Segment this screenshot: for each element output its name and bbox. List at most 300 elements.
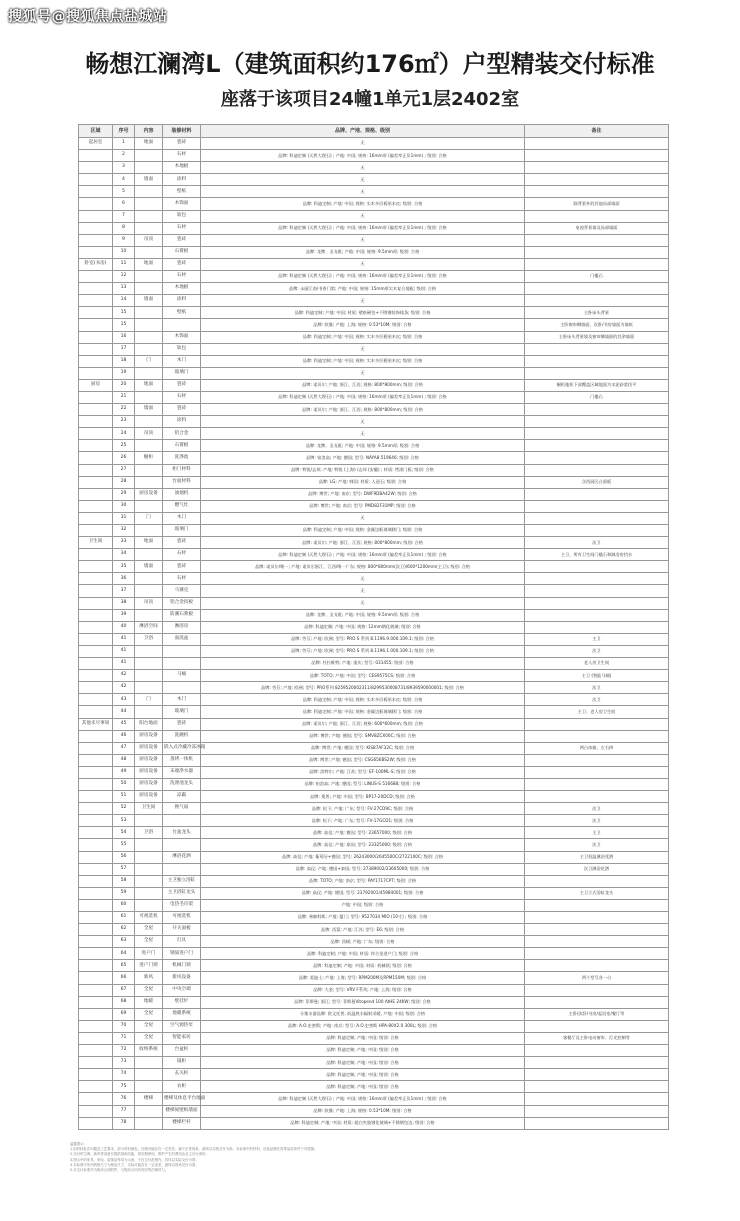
cell-number: 56 xyxy=(113,851,135,863)
cell-remark xyxy=(525,996,669,1008)
cell-remark xyxy=(525,766,669,778)
cell-number: 23 xyxy=(113,416,135,428)
table-row xyxy=(79,645,669,657)
cell-remark xyxy=(525,912,669,924)
cell-material: 嵌入式冷藏冷冻冰箱 xyxy=(163,742,201,754)
cell-content: 门 xyxy=(135,355,163,367)
cell-area xyxy=(79,948,113,960)
cell-remark: 除背景外的其他局部墙面 xyxy=(525,198,669,210)
table-row xyxy=(79,162,669,174)
cell-number: 17 xyxy=(113,343,135,355)
cell-area xyxy=(79,609,113,621)
cell-area xyxy=(79,198,113,210)
table-row xyxy=(79,766,669,778)
cell-area xyxy=(79,464,113,476)
cell-content: 地面 xyxy=(135,537,163,549)
cell-remark: 含西厨区台面板 xyxy=(525,476,669,488)
cell-content xyxy=(135,150,163,162)
cell-material: 涂料 xyxy=(163,174,201,186)
cell-remark xyxy=(525,936,669,948)
cell-area xyxy=(79,416,113,428)
cell-number: 20 xyxy=(113,379,135,391)
header-area: 区域 xyxy=(79,125,113,138)
cell-area xyxy=(79,283,113,295)
cell-content: 厨房设备 xyxy=(135,778,163,790)
cell-material: 衣柜 xyxy=(163,1081,201,1093)
cell-area xyxy=(79,331,113,343)
table-row xyxy=(79,791,669,803)
table-row xyxy=(79,899,669,911)
spec-table xyxy=(78,124,669,1130)
cell-remark xyxy=(525,791,669,803)
cell-spec: 品牌: 科迪定制 (天然大理石) ; 产地: 中国; 规格: 16mm厚 (偏差率正负1mm) ; 级别: 合格 xyxy=(201,1093,525,1105)
cell-content: 地面 xyxy=(135,379,163,391)
cell-content: 厨房设备 xyxy=(135,742,163,754)
cell-number: 55 xyxy=(113,839,135,851)
cell-number: 63 xyxy=(113,936,135,948)
cell-material: 木门 xyxy=(163,694,201,706)
cell-material: 地暖系统 xyxy=(163,1008,201,1020)
cell-content xyxy=(135,682,163,694)
header-remark: 备注 xyxy=(525,125,669,138)
cell-remark xyxy=(525,899,669,911)
cell-remark xyxy=(525,234,669,246)
cell-area xyxy=(79,150,113,162)
cell-remark: 主卧/次卧/书房/起居室/餐厅等 xyxy=(525,1008,669,1020)
cell-spec: 品牌: 大金; 型号: VRV F系列; 产地: 上海; 级别: 合格 xyxy=(201,984,525,996)
cell-spec: 品牌: 诺贝尔; 产地: 浙江、江西; 规格: 800*800mm; 级别: 合格 xyxy=(201,404,525,416)
cell-material: 玄关柜 xyxy=(163,1069,201,1081)
cell-area xyxy=(79,791,113,803)
table-row xyxy=(79,597,669,609)
cell-material: 石材 xyxy=(163,271,201,283)
cell-material: 涂料 xyxy=(163,295,201,307)
cell-spec: 品牌: 永丽江南/书香门第; 产地: 中国; 规格: 15mm厚实木复合地板; 级别: 合格 xyxy=(201,283,525,295)
cell-spec: 品牌: 高仪; 产地: 德国; 型号: 23657000; 级别: 合格 xyxy=(201,827,525,839)
cell-remark xyxy=(525,984,669,996)
cell-material: 石材 xyxy=(163,222,201,234)
cell-remark: 次卫 xyxy=(525,803,669,815)
cell-spec: 品牌: 科迪定制; 产地: 中国; 规格: 实木多层板贴木皮; 级别: 合格 xyxy=(201,198,525,210)
table-row xyxy=(79,1020,669,1032)
cell-material: 铝合金扣板 xyxy=(163,597,201,609)
cell-content: 地面 xyxy=(135,138,163,150)
cell-area xyxy=(79,428,113,440)
cell-area xyxy=(79,936,113,948)
cell-spec: 品牌: 科迪定制; 产地: 中国; 规格: 12mm钢化玻璃; 级别: 合格 xyxy=(201,621,525,633)
cell-number: 70 xyxy=(113,1020,135,1032)
footnote-line: 温馨提示: xyxy=(70,1142,85,1146)
table-row xyxy=(79,549,669,561)
cell-area xyxy=(79,573,113,585)
cell-spec: 品牌: A.O.史密斯; 产地: 南京; 型号: A.O.史密斯 HPA-80X2.0 300L; 级别: 合格 xyxy=(201,1020,525,1032)
cell-content: 阳台地面 xyxy=(135,718,163,730)
cell-spec: 无 xyxy=(201,174,525,186)
table-row xyxy=(79,234,669,246)
cell-number: 16 xyxy=(113,331,135,343)
cell-content xyxy=(135,367,163,379)
cell-area xyxy=(79,343,113,355)
cell-content xyxy=(135,706,163,718)
cell-area xyxy=(79,1117,113,1129)
cell-content xyxy=(135,271,163,283)
cell-area xyxy=(79,549,113,561)
cell-number: 52 xyxy=(113,803,135,815)
cell-material xyxy=(163,645,201,657)
cell-area xyxy=(79,863,113,875)
cell-material: 柜门材料 xyxy=(163,464,201,476)
cell-spec: 无 xyxy=(201,597,525,609)
cell-content: 卫浴 xyxy=(135,827,163,839)
cell-content: 全屋 xyxy=(135,924,163,936)
table-header-row xyxy=(79,125,669,138)
table-row xyxy=(79,1117,669,1129)
cell-content: 墙面 xyxy=(135,295,163,307)
cell-spec: 品牌: 龙牌、圣戈班; 产地: 中国; 规格: 9.5mm厚; 级别: 合格 xyxy=(201,609,525,621)
cell-remark: 次卫淋浴花洒 xyxy=(525,863,669,875)
table-row xyxy=(79,440,669,452)
cell-content xyxy=(135,343,163,355)
cell-remark: 电视背景墙及局部墙面 xyxy=(525,222,669,234)
cell-area xyxy=(79,162,113,174)
cell-remark: 主卧床头背景 xyxy=(525,307,669,319)
cell-remark xyxy=(525,1045,669,1057)
cell-material: 油烟机 xyxy=(163,488,201,500)
table-row xyxy=(79,1008,669,1020)
table-row xyxy=(79,138,669,150)
cell-material: 楼梯栏杆 xyxy=(163,1117,201,1129)
cell-material: 洗涤池龙头 xyxy=(163,778,201,790)
table-row xyxy=(79,452,669,464)
cell-spec: 无 xyxy=(201,138,525,150)
cell-area: 卧室(书房) xyxy=(79,258,113,270)
cell-spec: 品牌: 博世; 产地: 德国; 型号: SMV8ZCX00C; 级别: 合格 xyxy=(201,730,525,742)
cell-area xyxy=(79,1105,113,1117)
cell-material xyxy=(163,682,201,694)
table-row xyxy=(79,839,669,851)
cell-remark xyxy=(525,573,669,585)
table-row xyxy=(79,271,669,283)
cell-spec: 无 xyxy=(201,585,525,597)
table-row xyxy=(79,258,669,270)
cell-content: 厨房设备 xyxy=(135,791,163,803)
cell-content xyxy=(135,391,163,403)
cell-remark xyxy=(525,525,669,537)
cell-number: 9 xyxy=(113,234,135,246)
cell-remark xyxy=(525,585,669,597)
cell-number: 42 xyxy=(113,682,135,694)
cell-spec: 无 xyxy=(201,573,525,585)
cell-spec: 品牌: 科迪定制; 产地: 中国; 级别: 合格 xyxy=(201,1045,525,1057)
cell-number: 33 xyxy=(113,537,135,549)
table-row xyxy=(79,174,669,186)
table-row xyxy=(79,295,669,307)
cell-material: 玻璃门 xyxy=(163,525,201,537)
cell-area xyxy=(79,1045,113,1057)
cell-content xyxy=(135,525,163,537)
cell-area xyxy=(79,778,113,790)
table-row xyxy=(79,464,669,476)
cell-content: 墙面 xyxy=(135,404,163,416)
cell-content xyxy=(135,839,163,851)
cell-spec: 品牌: 松下; 产地: 广东; 型号: FV-17GCD1; 级别: 合格 xyxy=(201,815,525,827)
table-row xyxy=(79,863,669,875)
cell-material: 电热毛巾架 xyxy=(163,899,201,911)
table-row xyxy=(79,150,669,162)
cell-content xyxy=(135,440,163,452)
cell-area xyxy=(79,271,113,283)
cell-number: 22 xyxy=(113,404,135,416)
cell-content: 厨房设备 xyxy=(135,730,163,742)
cell-number: 48 xyxy=(113,754,135,766)
cell-area xyxy=(79,1093,113,1105)
table-row xyxy=(79,1032,669,1044)
cell-number: 45 xyxy=(113,718,135,730)
cell-number: 42 xyxy=(113,670,135,682)
table-row xyxy=(79,488,669,500)
cell-spec: 品牌: 科迪定制 (天然大理石) ; 产地: 中国; 规格: 16mm厚 (偏差率正负1mm) ; 级别: 合格 xyxy=(201,271,525,283)
cell-material: 壁挂炉 xyxy=(163,996,201,1008)
cell-content: 门 xyxy=(135,694,163,706)
cell-content xyxy=(135,658,163,670)
cell-area xyxy=(79,851,113,863)
cell-content: 楼梯 xyxy=(135,1093,163,1105)
cell-number: 7 xyxy=(113,210,135,222)
cell-number: 44 xyxy=(113,706,135,718)
cell-area xyxy=(79,512,113,524)
cell-remark xyxy=(525,174,669,186)
cell-content: 卫浴 xyxy=(135,633,163,645)
cell-number: 50 xyxy=(113,778,135,790)
table-row xyxy=(79,476,669,488)
cell-number: 41 xyxy=(113,645,135,657)
cell-number: 32 xyxy=(113,525,135,537)
cell-area xyxy=(79,887,113,899)
cell-spec: 无 xyxy=(201,210,525,222)
cell-area xyxy=(79,815,113,827)
cell-area xyxy=(79,1032,113,1044)
cell-remark: 主卫 (智能马桶) xyxy=(525,670,669,682)
cell-area xyxy=(79,670,113,682)
table-row xyxy=(79,283,669,295)
table-row xyxy=(79,379,669,391)
cell-remark: 次卫 xyxy=(525,682,669,694)
cell-number: 8 xyxy=(113,222,135,234)
cell-number: 11 xyxy=(113,258,135,270)
cell-spec: 品牌: 西顿; 产地: 广东; 级别: 合格 xyxy=(201,936,525,948)
cell-remark xyxy=(525,464,669,476)
cell-area xyxy=(79,500,113,512)
cell-area xyxy=(79,367,113,379)
cell-number: 38 xyxy=(113,597,135,609)
table-row xyxy=(79,815,669,827)
cell-area xyxy=(79,440,113,452)
cell-content: 卫生间 xyxy=(135,803,163,815)
cell-area xyxy=(79,645,113,657)
cell-area xyxy=(79,210,113,222)
cell-spec: 品牌: 科迪定制; 产地: 中国; 规格: 金属边框玻璃移门; 级别: 合格 xyxy=(201,525,525,537)
cell-number: 74 xyxy=(113,1069,135,1081)
cell-remark: 次卫 xyxy=(525,645,669,657)
footnote-line: 1.因材料批次问题及工艺要求，部分材料颜色、纹理可能存在一定差异，属于正常现象，最终以实物交付为准；本标准中的材料、设备品牌在同等品质条件下可替换； xyxy=(70,1147,318,1152)
cell-content: 全屋 xyxy=(135,1008,163,1020)
table-row xyxy=(79,924,669,936)
cell-spec: 品牌: 高仪; 产地: 德国; 型号: 23792001/45984001; 级别: 合格 xyxy=(201,887,525,899)
cell-spec: 品牌: 高仪; 产地: 德国+泰国; 型号: 27389002/23605000; 级别: 合格 xyxy=(201,863,525,875)
cell-remark xyxy=(525,621,669,633)
cell-area xyxy=(79,984,113,996)
cell-content xyxy=(135,851,163,863)
cell-spec: 品牌: 科迪定制; 产地: 中国; 规格: 实木多层板贴木皮; 级别: 合格 xyxy=(201,694,525,706)
cell-remark xyxy=(525,754,669,766)
cell-number: 5 xyxy=(113,186,135,198)
cell-content: 全屋 xyxy=(135,1020,163,1032)
cell-number: 35 xyxy=(113,561,135,573)
cell-remark: 橱柜地柜下部覆盖区域地面为水泥砂浆找平 xyxy=(525,379,669,391)
cell-spec: 品牌: 诺贝尔; 产地: 浙江、江西; 规格: 800*800mm; 级别: 合格 xyxy=(201,537,525,549)
cell-area xyxy=(79,803,113,815)
cell-material: 马桶 xyxy=(163,670,201,682)
cell-remark xyxy=(525,355,669,367)
cell-remark xyxy=(525,150,669,162)
cell-number: 15 xyxy=(113,307,135,319)
cell-spec: 品牌: 奥普; 产地: 中国; 型号: BP17-20DCD; 级别: 合格 xyxy=(201,791,525,803)
cell-material: 涂料 xyxy=(163,416,201,428)
cell-number: 58 xyxy=(113,875,135,887)
cell-content: 地暖 xyxy=(135,996,163,1008)
cell-number: 51 xyxy=(113,791,135,803)
cell-spec: 无 xyxy=(201,512,525,524)
cell-material: 中央空调 xyxy=(163,984,201,996)
cell-remark: 主卫恒温淋浴花洒 xyxy=(525,851,669,863)
table-row xyxy=(79,416,669,428)
cell-material: 铝合金 xyxy=(163,428,201,440)
cell-material: 洗碗机 xyxy=(163,730,201,742)
cell-spec: 无 xyxy=(201,428,525,440)
cell-content xyxy=(135,319,163,331)
cell-spec: 品牌: 科迪定制; 产地: 中国; 级别: 合格 xyxy=(201,1032,525,1044)
cell-remark xyxy=(525,609,669,621)
cell-area xyxy=(79,246,113,258)
cell-remark xyxy=(525,1020,669,1032)
cell-spec: 品牌: 爱迪士; 产地: 上海; 型号: RPM200M及RPM150M; 级别: 合格 xyxy=(201,972,525,984)
table-row xyxy=(79,537,669,549)
cell-content xyxy=(135,645,163,657)
cell-content: 淋浴空间 xyxy=(135,621,163,633)
table-row xyxy=(79,742,669,754)
header-content: 内容 xyxy=(135,125,163,138)
cell-content: 吊顶 xyxy=(135,234,163,246)
cell-remark xyxy=(525,440,669,452)
cell-material: 玻璃门 xyxy=(163,367,201,379)
cell-area xyxy=(79,742,113,754)
cell-number: 19 xyxy=(113,367,135,379)
cell-number: 1 xyxy=(113,138,135,150)
table-row xyxy=(79,875,669,887)
cell-remark xyxy=(525,1105,669,1117)
cell-number: 31 xyxy=(113,512,135,524)
cell-spec: 品牌: 科迪定制; 产地: 中国; 材质: 机械锁; 级别: 合格 xyxy=(201,960,525,972)
cell-material: 可视选机 xyxy=(163,912,201,924)
cell-number: 66 xyxy=(113,972,135,984)
cell-material: 软包 xyxy=(163,210,201,222)
cell-number: 37 xyxy=(113,585,135,597)
table-row xyxy=(79,1081,669,1093)
cell-number: 53 xyxy=(113,815,135,827)
cell-content xyxy=(135,222,163,234)
cell-spec: 品牌: 科迪定制 (天然大理石) ; 产地: 中国; 规格: 16mm厚 (偏差率正负1mm) ; 级别: 合格 xyxy=(201,549,525,561)
cell-content xyxy=(135,186,163,198)
cell-spec: 品牌: 博世; 产地: 德国; 型号: CSG656BS2W; 级别: 合格 xyxy=(201,754,525,766)
cell-spec: 品牌: 科迪定制; 产地: 中国; 材质: 锌合金进户门; 级别: 合格 xyxy=(201,948,525,960)
cell-material: 面洗盆 xyxy=(163,633,201,645)
cell-remark xyxy=(525,138,669,150)
cell-area xyxy=(79,960,113,972)
cell-number: 10 xyxy=(113,246,135,258)
cell-area: 厨房 xyxy=(79,379,113,391)
cell-number: 12 xyxy=(113,271,135,283)
cell-spec: 品牌: 博世; 产地: 南京; 型号: PMD82F31MP; 级别: 合格 xyxy=(201,500,525,512)
cell-remark: 主卫、老人房卫生间 xyxy=(525,706,669,718)
cell-content xyxy=(135,1117,163,1129)
cell-content xyxy=(135,609,163,621)
cell-material: 防潮石膏板 xyxy=(163,609,201,621)
cell-spec: 品牌: 欧雅; 产地: 上海; 规格: 0.53*10M; 级别: 合格 xyxy=(201,1105,525,1117)
cell-material xyxy=(163,815,201,827)
cell-number: 3 xyxy=(113,162,135,174)
header-spec: 品牌、产地、规格、级别 xyxy=(201,125,525,138)
cell-content xyxy=(135,1069,163,1081)
cell-remark xyxy=(525,948,669,960)
cell-number: 14 xyxy=(113,295,135,307)
cell-content: 厨房设备 xyxy=(135,488,163,500)
cell-content xyxy=(135,331,163,343)
spec-table-container xyxy=(78,124,668,1130)
cell-number: 41 xyxy=(113,633,135,645)
cell-content xyxy=(135,573,163,585)
cell-remark xyxy=(525,452,669,464)
cell-remark: 主卫 xyxy=(525,827,669,839)
page-title: 畅想江澜湾L（建筑面积约176㎡）户型精装交付标准 xyxy=(85,50,655,78)
cell-material: 机械门锁 xyxy=(163,960,201,972)
cell-number: 40 xyxy=(113,621,135,633)
cell-content xyxy=(135,210,163,222)
cell-area xyxy=(79,1008,113,1020)
cell-spec: 无 xyxy=(201,162,525,174)
table-row xyxy=(79,682,669,694)
cell-spec: 品牌: TOTO; 产地: 南京; 型号: PAY1717CPT; 级别: 合格 xyxy=(201,875,525,887)
cell-area xyxy=(79,633,113,645)
cell-remark xyxy=(525,283,669,295)
cell-spec: 品牌: 科迪定制; 产地: 中国; 级别: 合格 xyxy=(201,1057,525,1069)
cell-number: 57 xyxy=(113,863,135,875)
cell-remark xyxy=(525,960,669,972)
cell-content: 吊顶 xyxy=(135,428,163,440)
cell-number: 76 xyxy=(113,1093,135,1105)
table-row xyxy=(79,391,669,403)
cell-number: 54 xyxy=(113,827,135,839)
cell-remark: 次卫 xyxy=(525,815,669,827)
cell-number: 68 xyxy=(113,996,135,1008)
table-row xyxy=(79,972,669,984)
cell-remark xyxy=(525,1057,669,1069)
cell-material: 木饰面 xyxy=(163,331,201,343)
cell-spec: 品牌: 科迪定制 (天然大理石) ; 产地: 中国; 规格: 16mm厚 (偏差率正负1mm) ; 级别: 合格 xyxy=(201,391,525,403)
cell-content xyxy=(135,416,163,428)
cell-area xyxy=(79,452,113,464)
table-row xyxy=(79,912,669,924)
cell-content xyxy=(135,198,163,210)
